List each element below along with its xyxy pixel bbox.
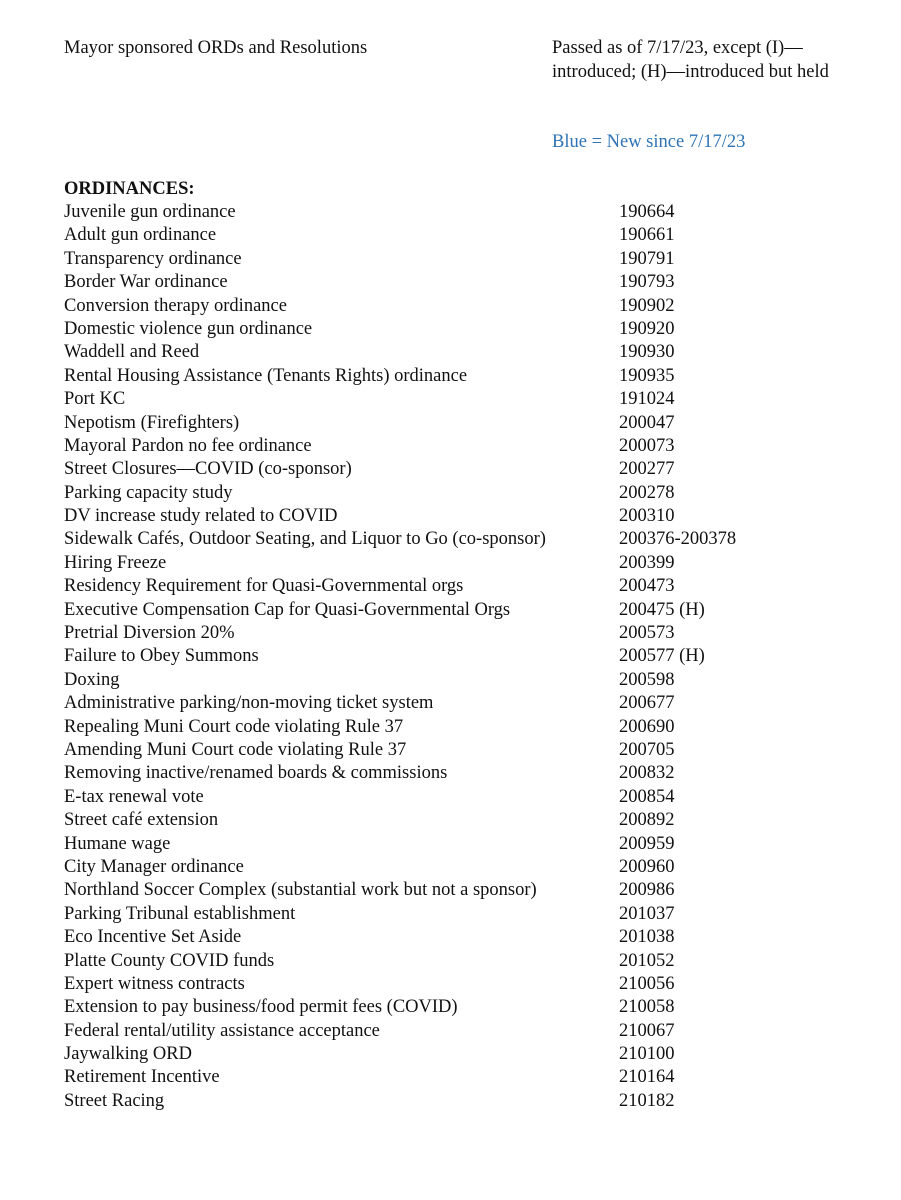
ordinance-name: Mayoral Pardon no fee ordinance bbox=[64, 435, 312, 456]
ordinance-number: 201038 bbox=[619, 927, 675, 948]
ordinance-name: Northland Soccer Complex (substantial work but not a sponsor) bbox=[64, 880, 537, 901]
ordinance-number: 190920 bbox=[619, 318, 675, 339]
ordinance-number: 200310 bbox=[619, 506, 675, 527]
ordinance-row bbox=[64, 879, 864, 902]
ordinance-number: 200399 bbox=[619, 552, 675, 573]
ordinance-row bbox=[64, 271, 864, 294]
ordinance-number: 200705 bbox=[619, 739, 675, 760]
ordinance-name: Hiring Freeze bbox=[64, 552, 167, 573]
ordinance-number: 200690 bbox=[619, 716, 675, 737]
ordinance-number: 200277 bbox=[619, 459, 675, 480]
ordinance-number: 190935 bbox=[619, 365, 675, 386]
ordinance-row bbox=[64, 435, 864, 458]
ordinance-row bbox=[64, 505, 864, 528]
ordinance-number: 190661 bbox=[619, 225, 675, 246]
ordinance-number: 190902 bbox=[619, 295, 675, 316]
ordinance-number: 191024 bbox=[619, 389, 675, 410]
ordinance-number: 200278 bbox=[619, 482, 675, 503]
ordinance-row bbox=[64, 903, 864, 926]
ordinance-name: Humane wage bbox=[64, 833, 171, 854]
ordinance-name: Doxing bbox=[64, 669, 120, 690]
ordinance-number: 200832 bbox=[619, 763, 675, 784]
ordinance-row bbox=[64, 482, 864, 505]
ordinance-row bbox=[64, 856, 864, 879]
ordinance-number: 200959 bbox=[619, 833, 675, 854]
ordinance-number: 190930 bbox=[619, 342, 675, 363]
ordinance-row bbox=[64, 809, 864, 832]
ordinance-row bbox=[64, 318, 864, 341]
ordinance-row bbox=[64, 1090, 864, 1113]
ordinance-row bbox=[64, 365, 864, 388]
ordinance-number: 200073 bbox=[619, 435, 675, 456]
ordinance-number: 200047 bbox=[619, 412, 675, 433]
ordinance-row bbox=[64, 950, 864, 973]
ordinance-name: E-tax renewal vote bbox=[64, 786, 204, 807]
ordinance-name: Parking capacity study bbox=[64, 482, 233, 503]
ordinance-row bbox=[64, 552, 864, 575]
ordinance-name: DV increase study related to COVID bbox=[64, 506, 338, 527]
ordinance-row bbox=[64, 622, 864, 645]
ordinance-row bbox=[64, 1066, 864, 1089]
ordinance-name: Parking Tribunal establishment bbox=[64, 903, 296, 924]
ordinance-row bbox=[64, 458, 864, 481]
ordinance-row bbox=[64, 412, 864, 435]
document-title: Mayor sponsored ORDs and Resolutions bbox=[64, 38, 368, 58]
ordinance-name: Juvenile gun ordinance bbox=[64, 202, 236, 222]
status-note: Passed as of 7/17/23, except (I)—introduced; (H)—introduced but held bbox=[552, 38, 829, 82]
ordinance-name: Amending Muni Court code violating Rule 37 bbox=[64, 739, 407, 760]
ordinance-name: Eco Incentive Set Aside bbox=[64, 927, 242, 948]
ordinance-number: 190791 bbox=[619, 248, 675, 269]
ordinance-row bbox=[64, 224, 864, 247]
ordinance-row bbox=[64, 669, 864, 692]
ordinance-row bbox=[64, 973, 864, 996]
ordinance-number: 210164 bbox=[619, 1067, 675, 1088]
ordinance-name: Expert witness contracts bbox=[64, 973, 245, 994]
ordinance-name: Administrative parking/non-moving ticket system bbox=[64, 693, 434, 714]
ordinance-name: Border War ordinance bbox=[64, 272, 228, 293]
ordinance-number: 200475 (H) bbox=[619, 599, 705, 620]
ordinance-name: City Manager ordinance bbox=[64, 856, 244, 877]
ordinance-name: Port KC bbox=[64, 389, 126, 410]
ordinance-number: 200960 bbox=[619, 856, 675, 877]
ordinance-row bbox=[64, 1043, 864, 1066]
ordinance-row bbox=[64, 575, 864, 598]
ordinance-number: 210058 bbox=[619, 997, 675, 1018]
ordinance-name: Street Closures—COVID (co-sponsor) bbox=[64, 459, 352, 480]
ordinance-number: 200854 bbox=[619, 786, 675, 807]
ordinance-name: Rental Housing Assistance (Tenants Rights) ordinance bbox=[64, 365, 468, 386]
ordinance-name: Transparency ordinance bbox=[64, 248, 242, 269]
ordinance-list bbox=[64, 201, 864, 1113]
ordinance-row bbox=[64, 786, 864, 809]
ordinance-row bbox=[64, 833, 864, 856]
ordinance-name: Street Racing bbox=[64, 1090, 165, 1111]
ordinance-name: Adult gun ordinance bbox=[64, 225, 217, 246]
ordinance-name: Executive Compensation Cap for Quasi-Governmental Orgs bbox=[64, 599, 511, 620]
ordinance-name: Repealing Muni Court code violating Rule 37 bbox=[64, 716, 404, 737]
ordinance-name: Platte County COVID funds bbox=[64, 950, 275, 971]
ordinance-name: Conversion therapy ordinance bbox=[64, 295, 287, 316]
ordinance-row bbox=[64, 645, 864, 668]
ordinance-number: 200376-200378 bbox=[619, 529, 737, 550]
ordinance-number: 200473 bbox=[619, 576, 675, 597]
ordinance-row bbox=[64, 599, 864, 622]
ordinance-number: 200677 bbox=[619, 693, 675, 714]
ordinance-number: 200577 (H) bbox=[619, 646, 705, 667]
ordinance-row bbox=[64, 248, 864, 271]
ordinance-number: 190793 bbox=[619, 272, 675, 293]
ordinance-name: Extension to pay business/food permit fees (COVID) bbox=[64, 997, 458, 1018]
ordinance-name: Street café extension bbox=[64, 810, 219, 831]
ordinance-number: 210056 bbox=[619, 973, 675, 994]
ordinance-number: 210100 bbox=[619, 1044, 675, 1065]
ordinance-name: Jaywalking ORD bbox=[64, 1044, 192, 1065]
ordinance-row bbox=[64, 1020, 864, 1043]
ordinance-row bbox=[64, 388, 864, 411]
ordinance-name: Waddell and Reed bbox=[64, 342, 200, 363]
ordinance-row bbox=[64, 739, 864, 762]
ordinance-number: 200573 bbox=[619, 623, 675, 644]
ordinance-row bbox=[64, 528, 864, 551]
ordinance-row bbox=[64, 295, 864, 318]
ordinance-name: Residency Requirement for Quasi-Governmental orgs bbox=[64, 576, 464, 597]
ordinance-row bbox=[64, 201, 864, 224]
section-title-ordinances: ORDINANCES: bbox=[64, 179, 195, 199]
ordinance-name: Domestic violence gun ordinance bbox=[64, 318, 313, 339]
ordinance-number: 200892 bbox=[619, 810, 675, 831]
ordinance-row bbox=[64, 762, 864, 785]
ordinance-number: 200986 bbox=[619, 880, 675, 901]
ordinance-name: Retirement Incentive bbox=[64, 1067, 220, 1088]
ordinance-name: Sidewalk Cafés, Outdoor Seating, and Liquor to Go (co-sponsor) bbox=[64, 529, 546, 550]
ordinance-name: Removing inactive/renamed boards & commissions bbox=[64, 763, 448, 784]
ordinance-number: 201037 bbox=[619, 903, 675, 924]
ordinance-name: Pretrial Diversion 20% bbox=[64, 623, 235, 644]
ordinance-number: 201052 bbox=[619, 950, 675, 971]
ordinance-row bbox=[64, 996, 864, 1019]
color-legend-note: Blue = New since 7/17/23 bbox=[552, 132, 746, 152]
ordinance-name: Nepotism (Firefighters) bbox=[64, 412, 240, 433]
ordinance-number: 200598 bbox=[619, 669, 675, 690]
ordinance-row bbox=[64, 341, 864, 364]
ordinance-row bbox=[64, 692, 864, 715]
ordinance-row bbox=[64, 926, 864, 949]
ordinance-number: 210067 bbox=[619, 1020, 675, 1041]
ordinance-number: 190664 bbox=[619, 202, 675, 222]
ordinance-row bbox=[64, 716, 864, 739]
ordinance-number: 210182 bbox=[619, 1090, 675, 1111]
ordinance-name: Federal rental/utility assistance acceptance bbox=[64, 1020, 380, 1041]
ordinance-name: Failure to Obey Summons bbox=[64, 646, 259, 667]
